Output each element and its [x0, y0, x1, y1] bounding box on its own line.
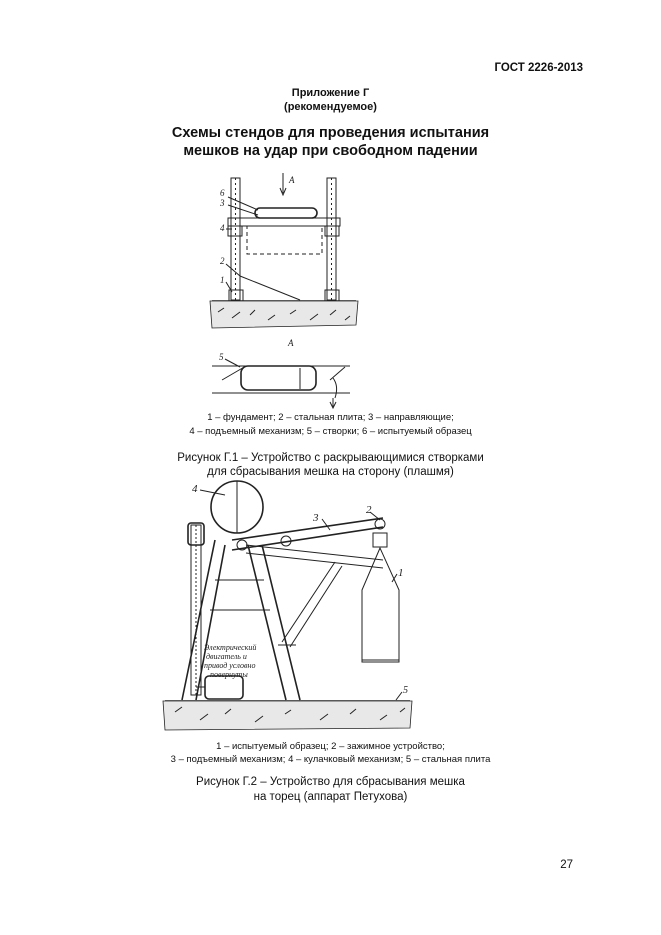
figure1-label-5: 5	[219, 352, 224, 362]
figure1-label-6: 6	[220, 188, 225, 198]
figure2-label-5: 5	[403, 685, 408, 696]
appendix-title: Приложение Г	[291, 87, 370, 99]
figure2-caption-line2: на торец (аппарат Петухова)	[253, 791, 408, 803]
figure2-label-2: 2	[366, 504, 372, 516]
figure1-label-4: 4	[220, 223, 225, 233]
figure2-motor-note-2: двигатель и	[206, 652, 247, 661]
figure1-view-label: A	[288, 338, 294, 348]
figure2-motor-note-1: Электрический	[204, 643, 257, 652]
figure2-motor-note-3: привод условно	[204, 661, 256, 670]
page-number: 27	[560, 859, 573, 871]
figure2-label-3: 3	[313, 512, 319, 524]
figure2-legend-line1: 1 – испытуемый образец; 2 – зажимное устройство;	[216, 741, 445, 752]
figure1-label-1: 1	[220, 275, 225, 285]
figure1-legend-line2: 4 – подъемный механизм; 5 – створки; 6 – испытуемый образец	[189, 426, 472, 437]
figure1-label-3: 3	[220, 198, 225, 208]
section-title-line2: мешков на удар при свободном падении	[183, 143, 478, 159]
figure2-label-4: 4	[192, 483, 198, 495]
figure1-label-2: 2	[220, 256, 225, 266]
figure1-legend-line1: 1 – фундамент; 2 – стальная плита; 3 – направляющие;	[207, 412, 454, 423]
figure1-caption-line1: Рисунок Г.1 – Устройство с раскрывающимися створками	[177, 452, 484, 464]
section-title-line1: Схемы стендов для проведения испытания	[171, 125, 490, 141]
figure1-caption-line2: для сбрасывания мешка на сторону (плашмя)	[207, 466, 454, 478]
figure1-arrow-label: A	[289, 175, 295, 185]
figure2-legend-line2: 3 – подъемный механизм; 4 – кулачковый механизм; 5 – стальная плита	[170, 754, 491, 765]
figure2-motor-note-4: повернуты	[210, 670, 248, 679]
appendix-kind: (рекомендуемое)	[284, 101, 377, 113]
figure2-label-1: 1	[398, 567, 404, 579]
standard-header: ГОСТ 2226-2013	[494, 62, 583, 74]
figure2-caption-line1: Рисунок Г.2 – Устройство для сбрасывания мешка	[196, 776, 465, 788]
